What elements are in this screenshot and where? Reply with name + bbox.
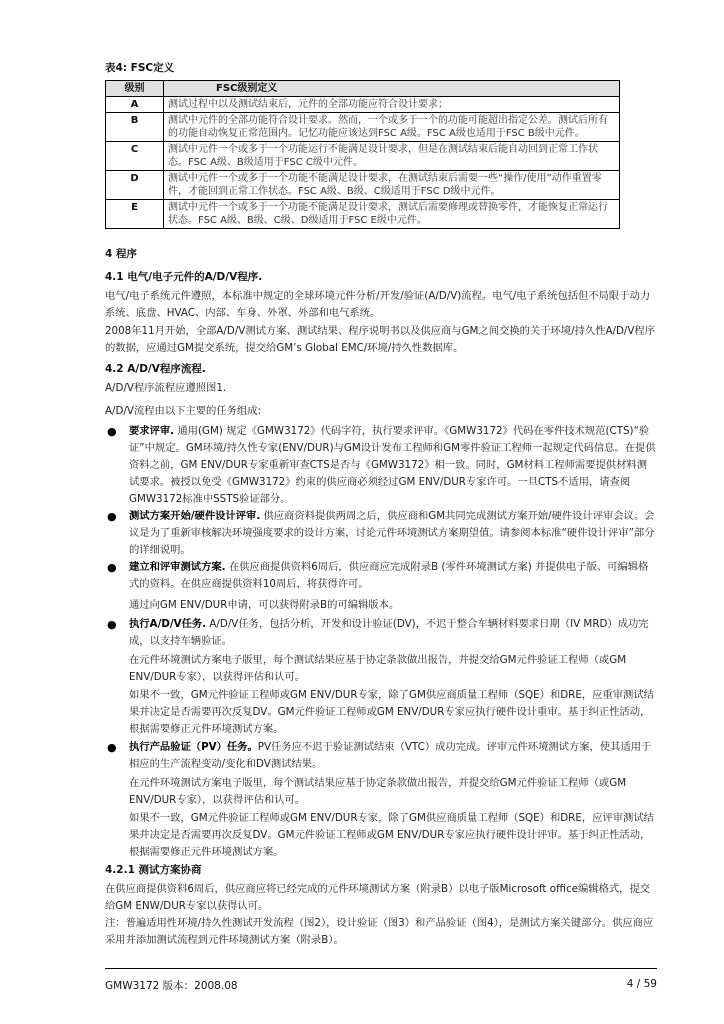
bullet-marker: ● [107,425,117,438]
fsc-level: E [106,200,164,229]
section-4-1-paragraph-1: 电气/电子系统元件遵照，本标准中规定的全球环境元件分析/开发/验证(A/D/V)流程。电气/电子系统包括但不局限于动力系统、底盘、HVAC、内部、车身、外罩、外部和电气系统。 [105,290,651,319]
bullet-title: 执行产品验证（PV）任务。 [129,741,258,753]
bullet-subparagraph: 在元件环境测试方案电子版里，每个测试结果应基于协定条款做出报告，并提交给GM元件验证工程师（或GM ENV/DUR专家），以获得评估和认可。 [129,777,627,806]
bullet-perform-adv-tasks [129,616,657,650]
table-caption: 表4: FSC定义 [105,62,175,74]
table-row [106,171,620,200]
bullet-subparagraph: 通过向GM ENV/DUR申请，可以获得附录B的可编辑版本。 [129,599,400,611]
bullet-subparagraph: 在元件环境测试方案电子版里，每个测试结果应基于协定条款做出报告，并提交给GM元件验证工程师（或GM ENV/DUR专家），以获得评估和认可。 [129,654,627,683]
footer-divider [105,968,657,969]
fsc-level: C [106,142,164,171]
bullet-text: 通用(GM) 规定《GMW3172》代码字符，执行要求评审。《GMW3172》代码在零件技术规范(CTS)“验证”中规定。GM环境/持久性专家(ENV/DUR)与GM设计发布工程师和GM零件验证工程师一起规定代码信息。在提供资料之前，GM ENV/DUR专家重新审查CTS是否与《GMW3172》相一致。同时，GM材料工程师需要提供材料测试要求。被授以免受《GMW3172》约束的供应商必须经过GM ENV/DUR专家许可。一旦CTS不适用，请查阅GMW3172标准中SSTS验证部分。 [129,425,656,505]
bullet-text: 在供应商提供资料6周后，供应商应完成附录B (零件环境测试方案) 并提供电子版、可编辑格式的资料。在供应商提供资料10周后，将获得许可。 [129,561,649,590]
header-level: 级别 [106,81,164,97]
bullet-title: 执行A/D/V任务. [129,618,207,630]
fsc-definition: 测试过程中以及测试结束后，元件的全部功能应符合设计要求； [164,97,620,113]
fsc-level: D [106,171,164,200]
section-4-2-heading: 4.2 A/D/V程序流程. [105,363,206,375]
bullet-marker: ● [107,561,117,574]
bullet-text: 供应商资料提供两周之后，供应商和GM共同完成测试方案开始/硬件设计评审会议。会议是为了重新审核解决环境强度要求的设计方案，讨论元件环境测试方案期望值。请参阅本标准“硬件设计评审”部分的详细说明。 [129,510,655,556]
bullet-marker: ● [107,510,117,523]
section-4-2-1-paragraph-1: 在供应商提供资料6周后，供应商应将已经完成的元件环境测试方案（附录B）以电子版Microsoft office编辑格式，提交给GM ENW/DUR专家以获得认可。 [105,883,651,912]
fsc-level: B [106,113,164,142]
footer-document-version: GMW3172 版本：2008.08 [105,980,238,992]
bullet-title: 建立和评审测试方案. [129,561,226,573]
section-4-2-1-note: 注：普遍适用性环境/持久性测试开发流程（图2），设计验证（图3）和产品验证（图4），是测试方案关键部分。供应商应采用并添加测试流程到元件环境测试方案（附录B）。 [105,917,654,946]
bullet-establish-test-plan [129,559,657,593]
header-definition: FSC级别定义 [164,81,620,97]
bullet-marker: ● [107,741,117,754]
section-4-2-paragraph-1: A/D/V程序流程应遵照图1. [105,382,227,394]
fsc-level: A [106,97,164,113]
fsc-definition: 测试中元件的全部功能符合设计要求。然而，一个或多于一个的功能可能超出指定公差。测试后所有的功能自动恢复正常范围内。记忆功能应该达到FSC A级。FSC A级也适用于FSC B级中元件。 [164,113,620,142]
fsc-definition: 测试中元件一个或多于一个功能运行不能满足设计要求，但是在测试结束后能自动回到正常工作状态。FSC A级、B级适用于FSC C级中元件。 [164,142,620,171]
bullet-test-plan-start [129,508,657,559]
table-row [106,200,620,229]
bullet-marker: ● [107,618,117,631]
bullet-requirements-review [129,423,657,508]
section-4-1-heading: 4.1 电气/电子元件的A/D/V程序. [105,271,263,283]
fsc-definition: 测试中元件一个或多于一个功能不能满足设计要求，测试后需要修理或替换零件，才能恢复正常运行状态。FSC A级、B级、C级、D级适用于FSC E级中元件。 [164,200,620,229]
bullet-product-validation [129,739,657,773]
table-row [106,97,620,113]
bullet-title: 要求评审. [129,425,175,437]
bullet-subparagraph: 如果不一致，GM元件验证工程师或GM ENV/DUR专家，除了GM供应商质量工程师（SQE）和DRE，应评审测试结果并决定是否需要再次反复DV。GM元件验证工程师或GM ENV/DUR专家应执行硬件设计评审。基于纠正性活动，根据需要修正元件环境测试方案。 [129,812,654,858]
bullet-title: 测试方案开始/硬件设计评审. [129,510,261,522]
section-4-2-1-heading: 4.2.1 测试方案协商 [105,864,202,876]
bullet-text: PV任务应不迟于验证测试结束（VTC）成功完成。评审元件环境测试方案，使其适用于相应的生产流程变动/变化和DV测试结果。 [129,741,652,770]
table-row [106,113,620,142]
table-row [106,142,620,171]
section-4-2-paragraph-2: A/D/V流程由以下主要的任务组成: [105,405,261,417]
table-header-row [106,81,620,97]
section-4-1-paragraph-2: 2008年11月开始，全部A/D/V测试方案、测试结果、程序说明书以及供应商与GM之间交换的关于环境/持久性A/D/V程序的数据，应通过GM提交系统，提交给GM’s Global EMC/环境/持久性数据库。 [105,325,656,354]
fsc-definition-table [105,80,620,229]
bullet-text: A/D/V任务，包括分析，开发和设计验证(DV)，不迟于整合车辆材料要求日期（IV MRD）成功完成，以支持车辆验证。 [129,618,649,647]
footer-page-number: 4 / 59 [626,978,657,990]
section-4-heading: 4 程序 [105,248,137,260]
fsc-definition: 测试中元件一个或多于一个功能不能满足设计要求，在测试结束后需要一些“操作/使用”动作重置零件，才能回到正常工作状态。FSC A级、B级、C级适用于FSC D级中元件。 [164,171,620,200]
bullet-subparagraph: 如果不一致，GM元件验证工程师或GM ENV/DUR专家，除了GM供应商质量工程师（SQE）和DRE，应重审测试结果并决定是否需要再次反复DV。GM元件验证工程师或GM ENV/DUR专家应执行硬件设计重审。基于纠正性活动，根据需要修正元件环境测试方案。 [129,689,654,735]
